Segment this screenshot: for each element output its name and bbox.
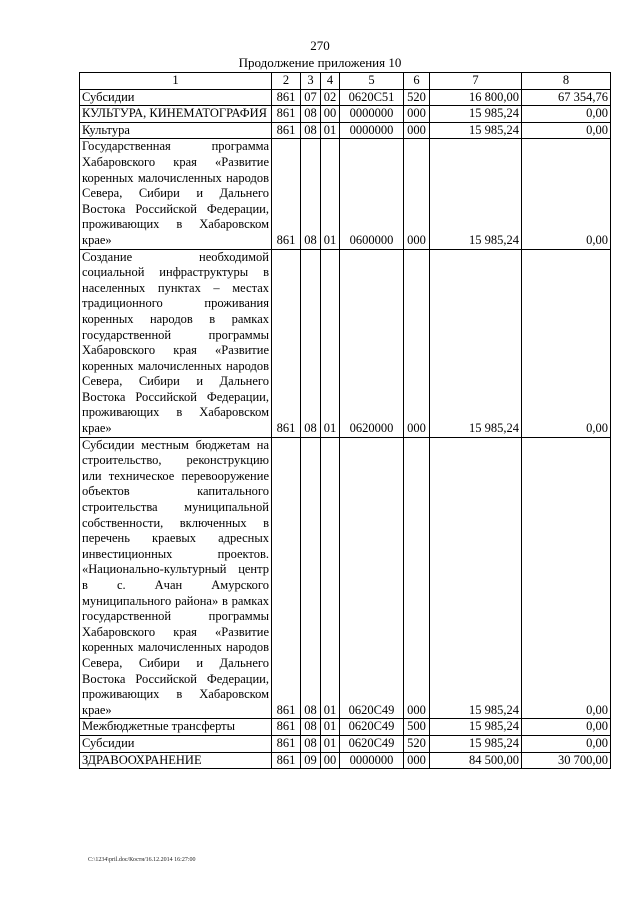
row-amount-2: 30 700,00 xyxy=(522,752,611,769)
column-header-2: 2 xyxy=(272,73,301,90)
row-amount-2: 0,00 xyxy=(522,735,611,752)
row-name: Межбюджетные трансферты xyxy=(80,719,272,736)
row-amount-2: 0,00 xyxy=(522,122,611,139)
row-section: 07 xyxy=(301,89,321,106)
row-subsection: 01 xyxy=(321,735,340,752)
row-admin-code: 861 xyxy=(272,752,301,769)
row-admin-code: 861 xyxy=(272,139,301,249)
table-row xyxy=(80,89,611,106)
row-subsection: 01 xyxy=(321,437,340,719)
column-header-4: 4 xyxy=(321,73,340,90)
row-admin-code: 861 xyxy=(272,106,301,123)
row-subsection: 01 xyxy=(321,122,340,139)
row-target-code: 0620С49 xyxy=(340,719,404,736)
row-amount-1: 15 985,24 xyxy=(430,735,522,752)
continuation-title: Продолжение приложения 10 xyxy=(238,55,402,70)
row-amount-1: 15 985,24 xyxy=(430,437,522,719)
row-expense-type: 000 xyxy=(404,437,430,719)
table-row xyxy=(80,752,611,769)
column-header-8: 8 xyxy=(522,73,611,90)
row-section: 08 xyxy=(301,437,321,719)
row-admin-code: 861 xyxy=(272,122,301,139)
row-amount-1: 15 985,24 xyxy=(430,719,522,736)
row-expense-type: 500 xyxy=(404,719,430,736)
row-amount-1: 15 985,24 xyxy=(430,139,522,249)
row-subsection: 00 xyxy=(321,752,340,769)
row-admin-code: 861 xyxy=(272,249,301,437)
row-target-code: 0620С49 xyxy=(340,735,404,752)
table-row xyxy=(80,106,611,123)
row-expense-type: 520 xyxy=(404,89,430,106)
table-row xyxy=(80,249,611,437)
row-expense-type: 000 xyxy=(404,752,430,769)
row-name: Субсидии xyxy=(80,735,272,752)
row-section: 08 xyxy=(301,719,321,736)
row-amount-2: 67 354,76 xyxy=(522,89,611,106)
row-expense-type: 000 xyxy=(404,249,430,437)
table-row xyxy=(80,437,611,719)
table-row xyxy=(80,139,611,249)
row-name: Субсидии местным бюджетам на строительство, реконструкцию или техническое перевооружение объектов капитального строительства муниципальной собственности, включенных в перечень краевых адресных инвестиционных проектов. «Национально-культурный центр в с. Ачан Амурского муниципального района» в рамках государственной программы Хабаровского края «Развитие коренных малочисленных народов Севера, Сибири и Дальнего Востока Российской Федерации, проживающих в Хабаровском крае» xyxy=(80,437,272,719)
row-expense-type: 000 xyxy=(404,122,430,139)
row-name: Культура xyxy=(80,122,272,139)
row-admin-code: 861 xyxy=(272,89,301,106)
row-amount-2: 0,00 xyxy=(522,437,611,719)
row-amount-2: 0,00 xyxy=(522,719,611,736)
row-name: КУЛЬТУРА, КИНЕМАТОГРАФИЯ xyxy=(80,106,272,123)
row-expense-type: 520 xyxy=(404,735,430,752)
row-admin-code: 861 xyxy=(272,719,301,736)
column-header-6: 6 xyxy=(404,73,430,90)
row-subsection: 02 xyxy=(321,89,340,106)
row-admin-code: 861 xyxy=(272,437,301,719)
row-amount-2: 0,00 xyxy=(522,106,611,123)
row-amount-1: 15 985,24 xyxy=(430,122,522,139)
row-expense-type: 000 xyxy=(404,106,430,123)
row-section: 08 xyxy=(301,139,321,249)
table-row xyxy=(80,735,611,752)
row-expense-type: 000 xyxy=(404,139,430,249)
document-footer-path: C:\1234\pril.doc/Костя/16.12.2014 16:27:00 xyxy=(88,857,196,863)
row-amount-2: 0,00 xyxy=(522,249,611,437)
row-name: ЗДРАВООХРАНЕНИЕ xyxy=(80,752,272,769)
column-header-5: 5 xyxy=(340,73,404,90)
row-amount-1: 15 985,24 xyxy=(430,249,522,437)
row-name: Государственная программа Хабаровского края «Развитие коренных малочисленных народов Севера, Сибири и Дальнего Востока Российской Федерации, проживающих в Хабаровском крае» xyxy=(80,139,272,249)
row-admin-code: 861 xyxy=(272,735,301,752)
row-target-code: 0000000 xyxy=(340,122,404,139)
budget-table xyxy=(79,72,611,769)
row-name: Субсидии xyxy=(80,89,272,106)
row-target-code: 0000000 xyxy=(340,106,404,123)
column-header-1: 1 xyxy=(80,73,272,90)
row-section: 08 xyxy=(301,106,321,123)
row-section: 08 xyxy=(301,735,321,752)
row-target-code: 0620000 xyxy=(340,249,404,437)
row-target-code: 0620С51 xyxy=(340,89,404,106)
row-target-code: 0000000 xyxy=(340,752,404,769)
column-header-3: 3 xyxy=(301,73,321,90)
table-row xyxy=(80,719,611,736)
row-section: 08 xyxy=(301,249,321,437)
row-subsection: 01 xyxy=(321,719,340,736)
row-name: Создание необходимой социальной инфраструктуры в населенных пунктах – местах традиционного проживания коренных народов в рамках государственной программы Хабаровского края «Развитие коренных малочисленных народов Севера, Сибири и Дальнего Востока Российской Федерации, проживающих в Хабаровском крае» xyxy=(80,249,272,437)
page-number: 270 xyxy=(310,38,330,53)
column-header-7: 7 xyxy=(430,73,522,90)
row-section: 09 xyxy=(301,752,321,769)
row-subsection: 00 xyxy=(321,106,340,123)
row-subsection: 01 xyxy=(321,249,340,437)
row-amount-1: 15 985,24 xyxy=(430,106,522,123)
row-amount-2: 0,00 xyxy=(522,139,611,249)
column-number-row xyxy=(80,73,611,90)
row-amount-1: 84 500,00 xyxy=(430,752,522,769)
row-amount-1: 16 800,00 xyxy=(430,89,522,106)
row-target-code: 0600000 xyxy=(340,139,404,249)
row-subsection: 01 xyxy=(321,139,340,249)
table-row xyxy=(80,122,611,139)
row-target-code: 0620С49 xyxy=(340,437,404,719)
row-section: 08 xyxy=(301,122,321,139)
